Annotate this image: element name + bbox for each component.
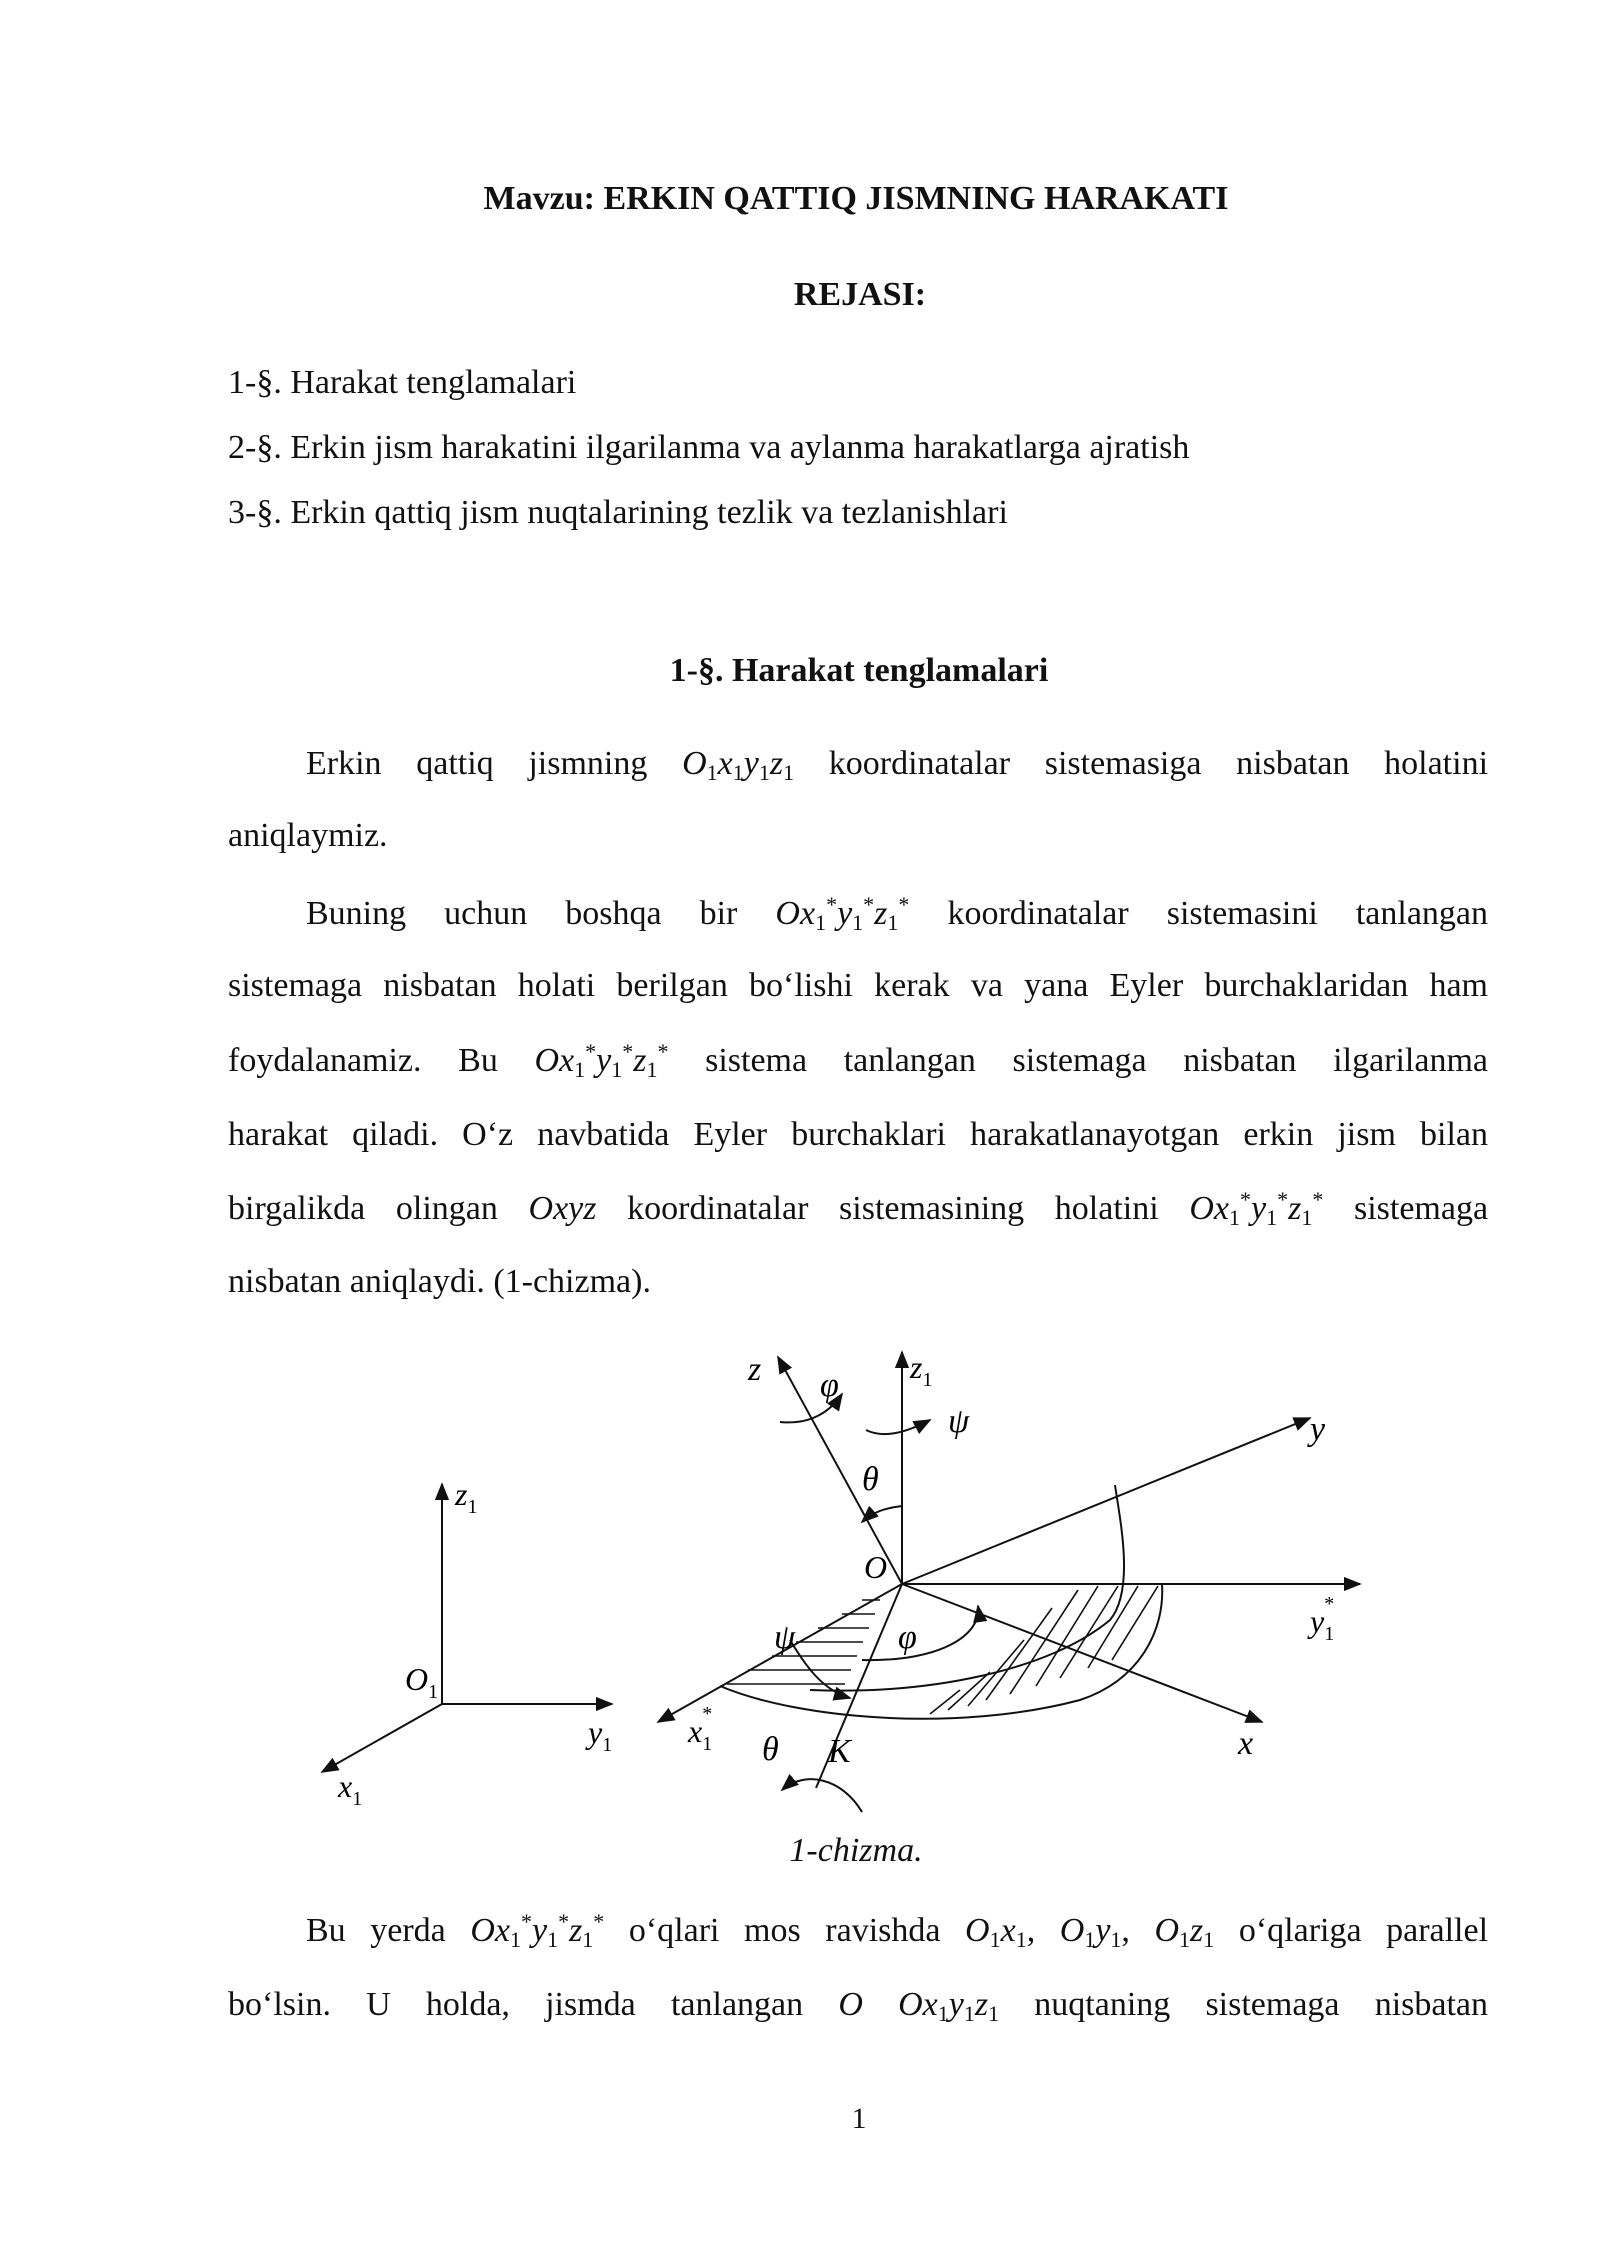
euler-angles-figure	[0, 1320, 1600, 1840]
page-title: Mavzu: ERKIN QATTIQ JISMNING HARAKATI	[483, 180, 1229, 217]
paragraph-line: bo‘lsin. U holda, jismda tanlangan O $Ox_1y_1z_1$ nuqtaning sistemaga nisbatan	[228, 1986, 1489, 2026]
paragraph-line: birgalikda olingan Oxyz koordinatalar sistemasining holatini $Ox_1^*y_1^*z_1^*$ sistemaga	[228, 1187, 1489, 1230]
label-phi-mid: φ	[898, 1619, 917, 1656]
plan-item: 2-§. Erkin jism harakatini ilgarilanma va aylanma harakatlarga ajratish	[228, 429, 1190, 466]
label-x1: $x_1$	[338, 1768, 363, 1810]
theta-arrow-bottom	[782, 1779, 862, 1812]
math-O1x1y1z1: $O_1x_1y_1z_1$	[682, 745, 795, 785]
label-y1: $y_1$	[588, 1714, 613, 1756]
paragraph-line: Erkin qattiq jismning $O_1x_1y_1z_1$ koordinatalar sistemasiga nisbatan holatini	[306, 745, 1489, 785]
arc-upper	[810, 1485, 1124, 1691]
axis-x1	[322, 1704, 442, 1772]
moving-axes	[658, 1352, 1360, 1788]
label-psi-mid: ψ	[774, 1619, 796, 1656]
angle-arrows	[780, 1394, 978, 1812]
fixed-axes	[322, 1484, 612, 1772]
math-Ox1y1z1: $Ox_1y_1z_1$	[898, 1986, 1000, 2026]
math-O1x1-O1y1-O1z1: $O_1x_1$, $O_1y_1$, $O_1z_1$	[965, 1912, 1215, 1952]
label-z1-top: $z_1$	[910, 1349, 933, 1391]
axis-y	[902, 1418, 1310, 1584]
label-phi-top: φ	[820, 1367, 839, 1404]
math-Ox1y1z1-star: $Ox_1^*y_1^*z_1^*$	[775, 892, 910, 935]
axis-x	[902, 1584, 1262, 1722]
paragraph-line: Bu yerda $Ox_1^*y_1^*z_1^*$ o‘qlari mos ravishda $O_1x_1$, $O_1y_1$, $O_1z_1$ o‘qlariga parallel	[306, 1909, 1489, 1952]
paragraph-line: nisbatan aniqlaydi. (1-chizma).	[228, 1263, 651, 1300]
page-number: 1	[851, 2102, 867, 2135]
label-y1-star: $y_1*$	[1310, 1593, 1335, 1645]
plan-heading: REJASI:	[793, 276, 927, 313]
hatching-left	[727, 1600, 880, 1684]
theta-arrow-top	[862, 1506, 902, 1522]
psi-arrow-top	[866, 1420, 930, 1434]
label-psi-top: ψ	[948, 1403, 970, 1440]
paragraph-line: harakat qiladi. O‘z navbatida Eyler burchaklari harakatlanayotgan erkin jism bilan	[228, 1116, 1488, 1153]
plan-item: 1-§. Harakat tenglamalari	[228, 364, 577, 401]
paragraph-line: sistemaga nisbatan holati berilgan bo‘lishi kerak va yana Eyler burchaklaridan ham	[228, 967, 1488, 1004]
label-K: K	[828, 1733, 851, 1770]
math-Ox1y1z1-star: $Ox_1^*y_1^*z_1^*$	[470, 1909, 605, 1952]
math-Oxyz: Oxyz	[528, 1190, 597, 1227]
label-O1: $O_1$	[405, 1661, 439, 1703]
figure-caption: 1-chizma.	[789, 1832, 923, 1869]
paragraph-line: foydalanamiz. Bu $Ox_1^*y_1^*z_1^*$ sistema tanlangan sistemaga nisbatan ilgarilanma	[228, 1039, 1489, 1082]
plan-item: 3-§. Erkin qattiq jism nuqtalarining tezlik va tezlanishlari	[228, 494, 1008, 531]
label-theta-top: θ	[862, 1461, 879, 1498]
label-y: y	[1310, 1411, 1326, 1448]
paragraph-line: Buning uchun boshqa bir $Ox_1^*y_1^*z_1^*$ koordinatalar sistemasini tanlangan	[306, 892, 1489, 935]
paragraph-line: aniqlaymiz.	[228, 817, 388, 854]
psi-arrow-mid	[790, 1640, 850, 1698]
phi-arrow-mid	[862, 1606, 978, 1660]
label-x1-star: $x_1*$	[688, 1703, 713, 1755]
label-theta-bottom: θ	[762, 1731, 779, 1768]
section-heading: 1-§. Harakat tenglamalari	[669, 652, 1049, 689]
label-z: z	[748, 1351, 762, 1388]
math-Ox1y1z1-star: $Ox_1^*y_1^*z_1^*$	[1189, 1187, 1324, 1230]
label-O: O	[864, 1549, 888, 1585]
hatching-right	[930, 1586, 1158, 1714]
label-x: x	[1238, 1725, 1254, 1762]
math-O: O	[838, 1986, 863, 2023]
math-Ox1y1z1-star: $Ox_1^*y_1^*z_1^*$	[534, 1039, 669, 1082]
label-z1: $z_1$	[455, 1476, 478, 1518]
